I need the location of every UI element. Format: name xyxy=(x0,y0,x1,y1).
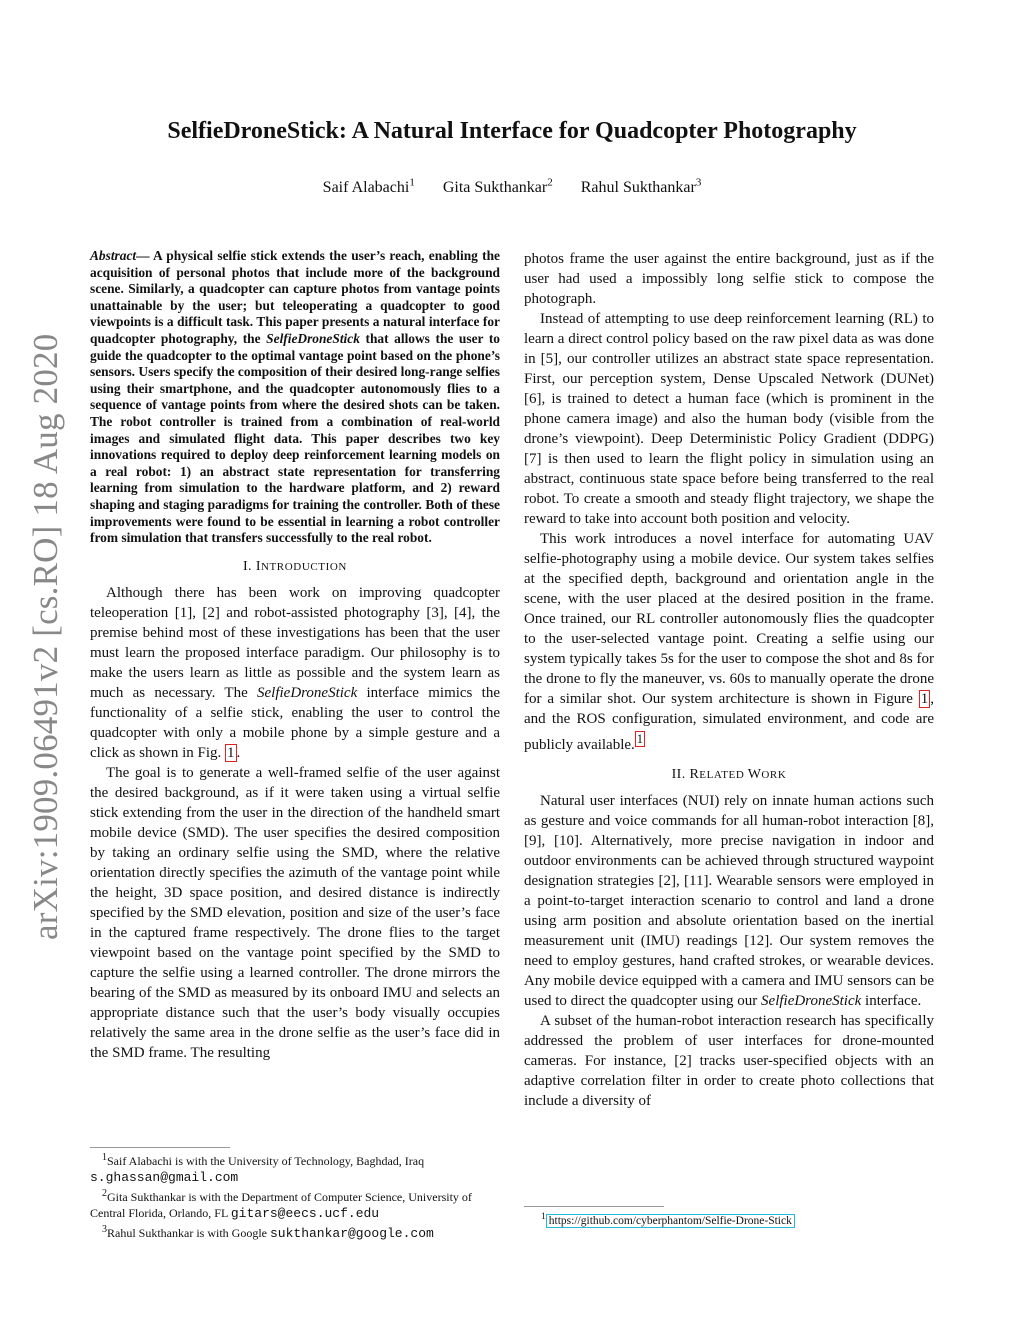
email: s.ghassan@gmail.com xyxy=(90,1170,239,1185)
abstract: Abstract— A physical selfie stick extends the user’s reach, enabling the acquisition of personal photos that include more of the background scene. Similarly, a quadcopter can capture photos from vantage points unattainable by the user; but teleoperating a quadcopter to good viewpoints is a difficult task. This paper presents a natural interface for quadcopter photography, the SelfieDroneStick that allows the user to guide the quadcopter to the optimal vantage point based on the phone’s sensors. Users specify the composition of their desired long-range selfies using their smartphone, and the quadcopter autonomously flies to a sequence of vantage points from where the desired shots can be taken. The robot controller is trained from a combination of real-world images and simulated flight data. This paper describes two key innovations required to deploy deep reinforcement learning models on a real robot: 1) an abstract state representation for transferring learning from simulation to the hardware platform, and 2) reward shaping and staging paradigms for training the controller. Both of these improvements were found to be essential in learning a robot controller from simulation that transfers successfully to the real robot. xyxy=(90,248,500,546)
author: Rahul Sukthankar$^3$ xyxy=(580,177,702,197)
left-column xyxy=(90,248,500,1063)
footnote-url: $^1$ https://github.com/cyberphantom/Selfie-Drone-Stick xyxy=(541,1211,795,1227)
paragraph: A subset of the human-robot interaction research has specifically addressed the problem of user interfaces for drone-mounted cameras. For instance, [2] tracks user-specified objects with an adaptive correlation filter in order to create photo collections that include a diversity of xyxy=(524,1013,934,1109)
footnote-rule xyxy=(90,1147,230,1148)
author: Saif Alabachi$^1$ xyxy=(322,177,415,197)
author-list xyxy=(0,177,1024,197)
footnote-rule xyxy=(524,1206,664,1207)
paragraph: Instead of attempting to use deep reinforcement learning (RL) to learn a direct control policy based on the raw pixel data as was done in [5], our controller utilizes an abstract state space representation. First, our perception system, Dense Upscaled Network (DUNet) [6], is trained to detect a human face (which is prominent in the phone camera image) and also the human body (visible from the drone’s viewpoint). Deep Deterministic Policy Gradient (DDPG) [7] is then used to learn the flight policy in simulation using an abstract, continuous state space before being transferred to the real robot. To create a smooth and steady flight trajectory, we shape the reward to take into account both position and velocity. xyxy=(524,311,934,527)
arxiv-identifier: arXiv:1909.06491v2 [cs.RO] 18 Aug 2020 xyxy=(26,333,65,940)
github-link[interactable]: https://github.com/cyberphantom/Selfie-Drone-Stick xyxy=(546,1214,795,1228)
paragraph: The goal is to generate a well-framed selfie of the user against the desired background, as if it were taken using a virtual selfie stick extending from the user in the direction of the handheld smart mobile device (SMD). The user specifies the desired composition by taking an ordinary selfie using the SMD, where the relative orientation directly specifies the azimuth of the vantage point while the height, 3D space position, and desired distance is indirectly specified by the SMD elevation, position and size of the user’s face in the captured frame respectively. The drone flies to the target viewpoint based on the vantage point specified by the SMD to capture the selfie using a learned controller. The drone mirrors the bearing of the SMD as measured by its onboard IMU and selects an appropriate distance such that the user’s body visually occupies relatively the same area in the drone selfie as the user’s face did in the SMD frame. The resulting xyxy=(90,764,500,1061)
section-heading-introduction: I. INTRODUCTION xyxy=(243,558,347,574)
figure-reference-link[interactable]: 1 xyxy=(920,691,929,707)
author: Gita Sukthankar$^2$ xyxy=(442,177,553,197)
email: gitars@eecs.ucf.edu xyxy=(230,1206,380,1221)
footnote: $^3$Rahul Sukthankar is with Google sukthankar@google.com xyxy=(102,1224,434,1241)
footnotes xyxy=(90,1150,500,1242)
right-column xyxy=(524,249,934,1111)
footnote-link[interactable]: 1 xyxy=(636,732,644,746)
section-heading-related-work: II. RELATED WORK xyxy=(671,767,787,782)
paragraph: photos frame the user against the entire background, just as if the user had used a impossibly long selfie stick to compose the photograph. xyxy=(524,251,934,307)
footnote: $^1$Saif Alabachi is with the University of Technology, Baghdad, Iraq s.ghassan@gmail.com xyxy=(90,1152,425,1185)
paragraph: This work introduces a novel interface for automating UAV selfie-photography using a mobile device. Our system takes selfies at the specified depth, background and orientation angle in the scene, with the user placed at the desired position in the frame. Once trained, our RL controller autonomously flies the quadcopter to the user-selected vantage point. Creating a selfie using our system typically takes 5s for the user to compose the shot and 8s for the drone to fly the maneuver, vs. 60s to manually operate the drone for a similar shot. Our system architecture is shown in Figure 1 , and the ROS configuration, simulated environment, and code are publicly available. $^1$ xyxy=(524,531,934,753)
email: sukthankar@google.com xyxy=(269,1226,434,1241)
paragraph: Although there has been work on improving quadcopter teleoperation [1], [2] and robot-assisted photography [3], [4], the premise behind most of these investigations has been that the user must learn the proposed interface paradigm. Our philosophy is to make the users learn as little as possible and the system learn as much as necessary. The SelfieDroneStick interface mimics the functionality of a selfie stick, enabling the user to control the quadcopter with only a mobile phone by a simple gesture and a click as shown in Fig. 1 . xyxy=(90,584,500,761)
paper-title: SelfieDroneStick: A Natural Interface for Quadcopter Photography xyxy=(167,118,857,144)
figure-reference-link[interactable]: 1 xyxy=(227,744,235,761)
footnote: $^2$Gita Sukthankar is with the Department of Computer Science, University of Central Florida, Orlando, FL gitars@eecs.ucf.edu xyxy=(90,1188,472,1221)
paragraph: Natural user interfaces (NUI) rely on innate human actions such as gesture and voice commands for all human-robot interaction [8], [9], [10]. Alternatively, more precise navigation in indoor and outdoor environments can be achieved through structured waypoint designation strategies [2], [11]. Wearable sensors were employed in a point-to-target interaction scenario to control and land a drone using arm position and absolute orientation based on the inertial measurement unit (IMU) readings [12]. Our system removes the need to employ gestures, hand crafted strokes, or wearable devices. Any mobile device equipped with a camera and IMU sensors can be used to direct the quadcopter using our SelfieDroneStick interface. xyxy=(524,793,934,1009)
